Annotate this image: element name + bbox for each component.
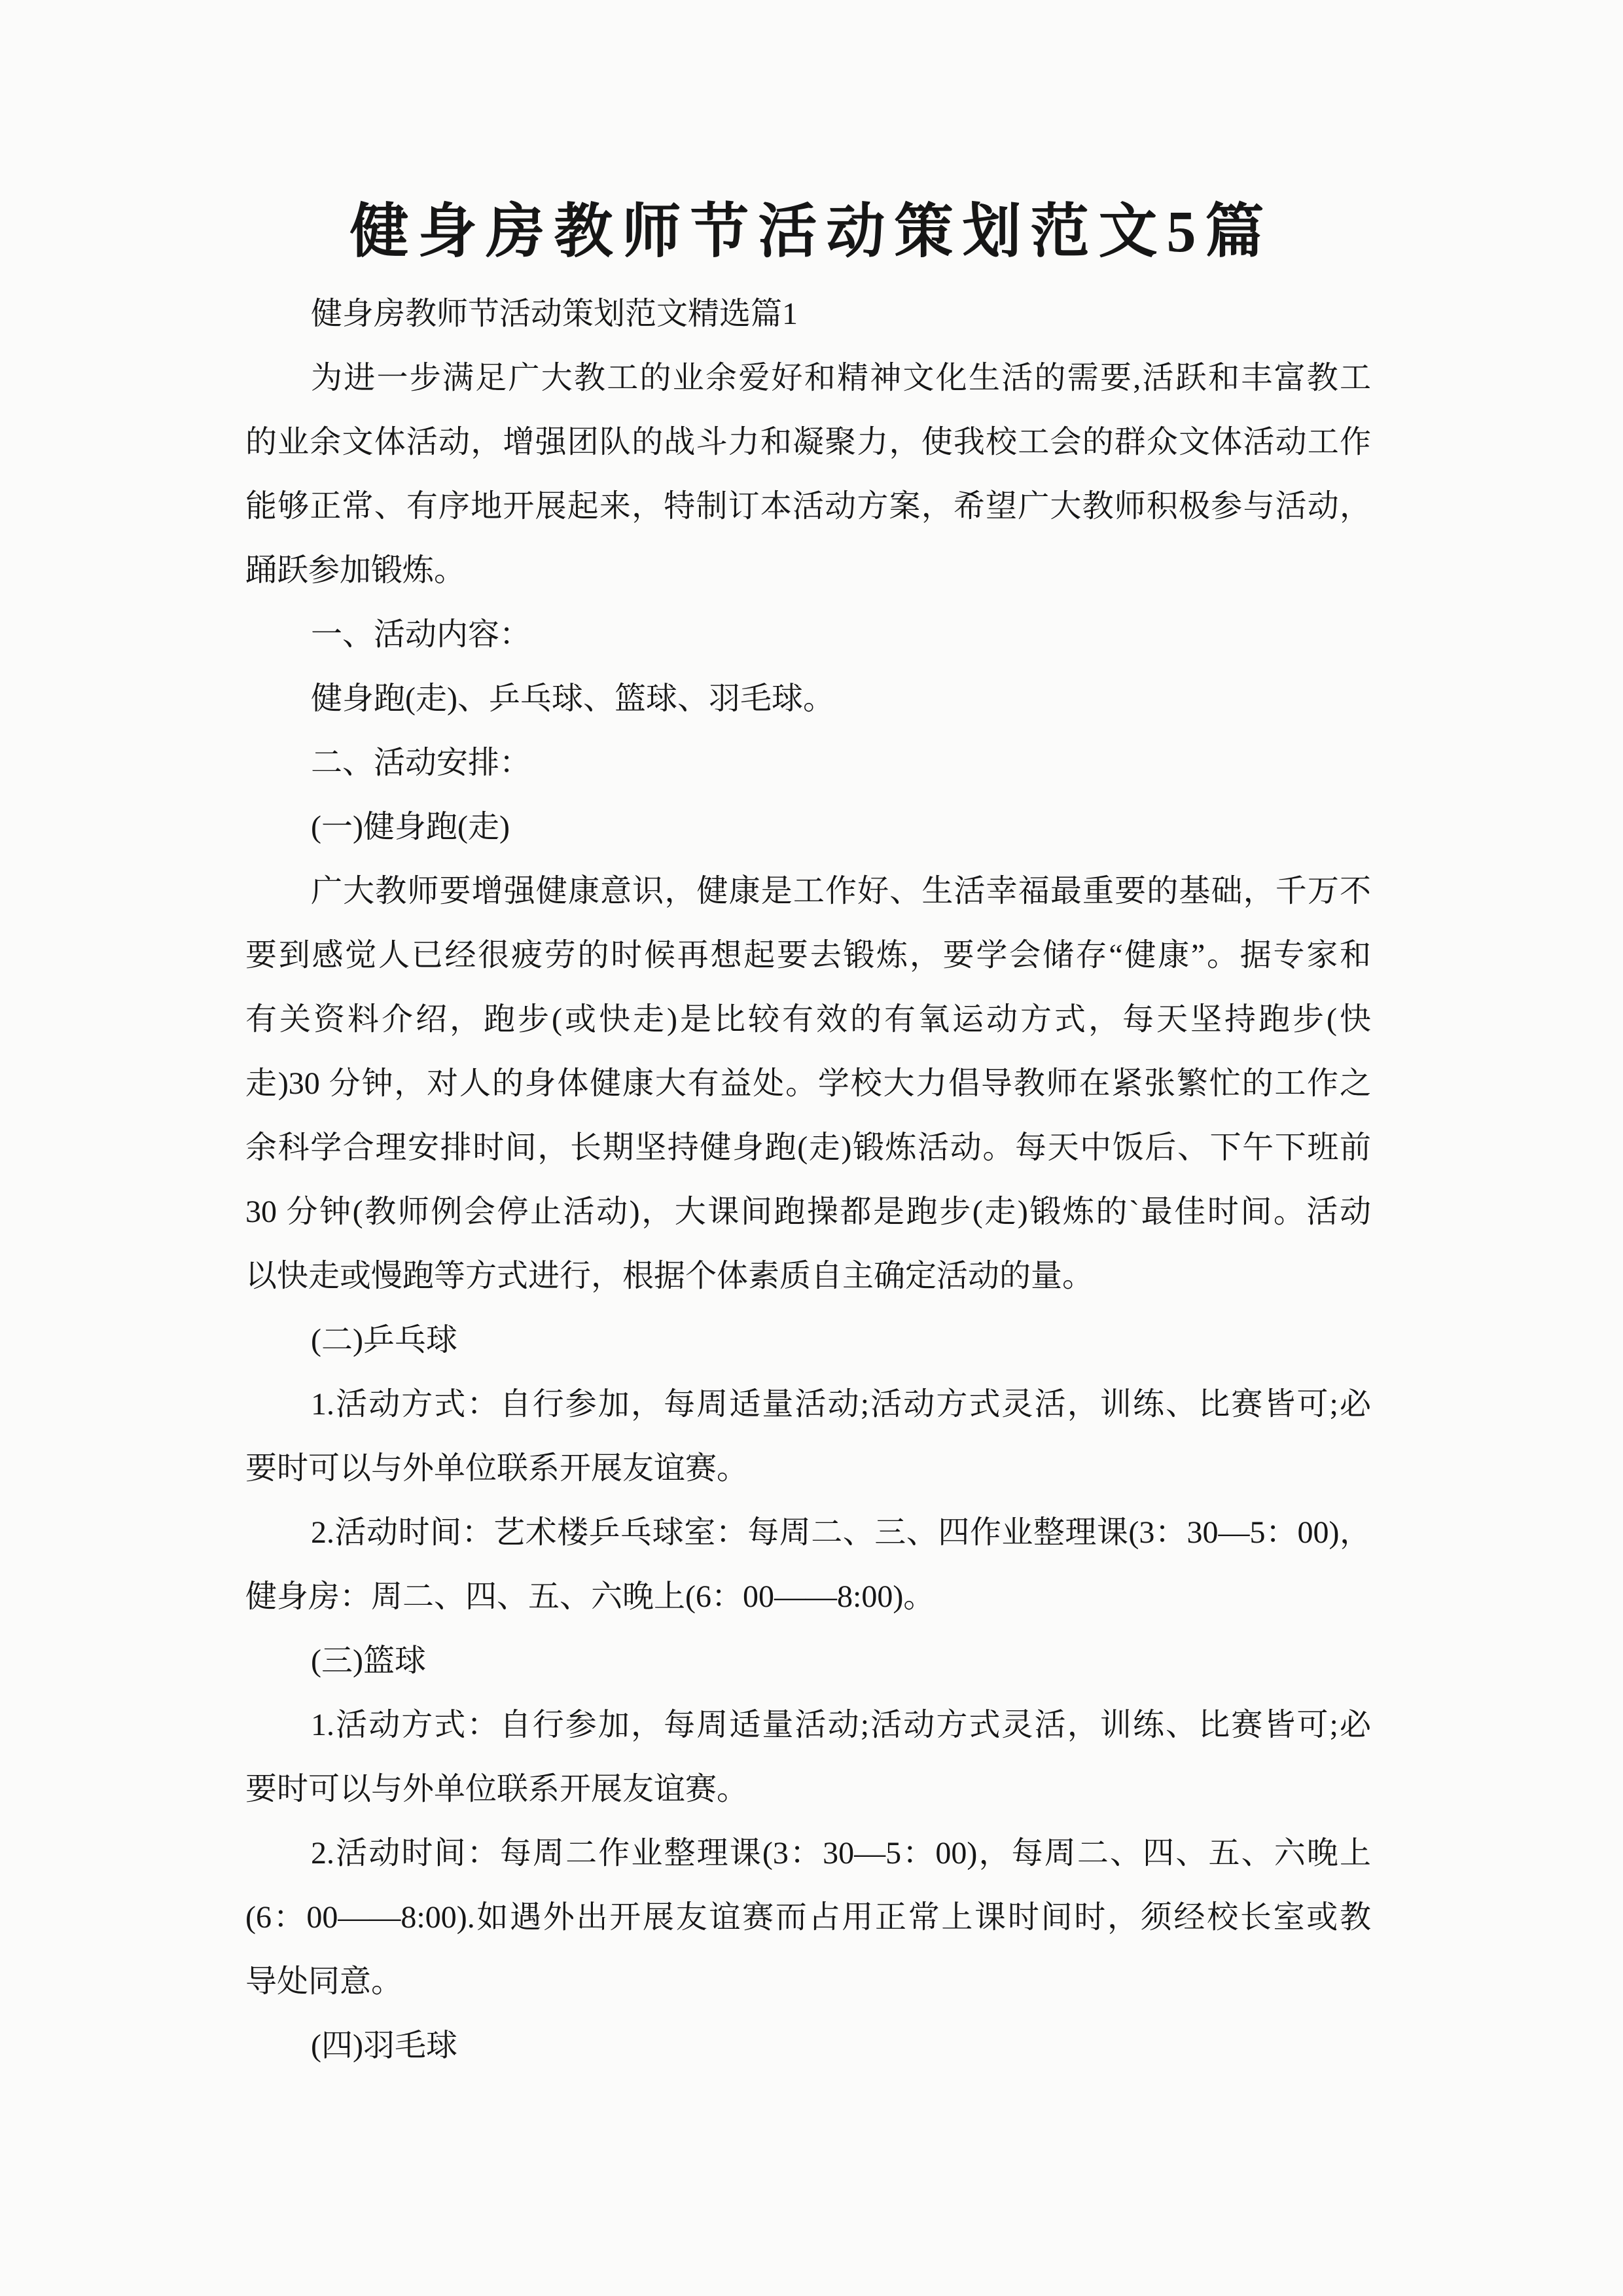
text-line: 的业余文体活动，增强团队的战斗力和凝聚力，使我校工会的群众文体活动工作: [245, 425, 1371, 459]
text-line: 余科学合理安排时间，长期坚持健身跑(走)锻炼活动。每天中饭后、下午下班前: [245, 1130, 1371, 1165]
text-block: [245, 282, 1371, 2078]
text-line: 健身房教师节活动策划范文精选篇1: [311, 296, 798, 331]
text-line: (6：00——8:00).如遇外出开展友谊赛而占用正常上课时间时，须经校长室或教: [245, 1900, 1371, 1935]
text-line: 健身房：周二、四、五、六晚上(6：00——8:00)。: [245, 1579, 935, 1614]
text-line: 2.活动时间：每周二作业整理课(3：30—5：00)，每周二、四、五、六晚上: [311, 1836, 1371, 1871]
text-line: 1.活动方式：自行参加，每周适量活动;活动方式灵活，训练、比赛皆可;必: [311, 1708, 1371, 1742]
text-line: 能够正常、有序地开展起来，特制订本活动方案，希望广大教师积极参与活动，: [245, 489, 1371, 524]
text-line: 1.活动方式：自行参加，每周适量活动;活动方式灵活，训练、比赛皆可;必: [311, 1387, 1371, 1422]
text-line: 踊跃参加锻炼。: [245, 553, 466, 588]
text-line: (一)健身跑(走): [311, 810, 510, 844]
text-line: 要时可以与外单位联系开展友谊赛。: [245, 1451, 749, 1486]
text-line: 要到感觉人已经很疲劳的时候再想起要去锻炼，要学会储存“健康”。据专家和: [245, 938, 1371, 973]
text-line: (四)羽毛球: [311, 2028, 457, 2063]
text-line: (二)乒乓球: [311, 1323, 457, 1357]
text-line: 一、活动内容：: [311, 617, 531, 652]
text-line: 健身跑(走)、乒乓球、篮球、羽毛球。: [311, 681, 834, 716]
text-line: 30 分钟(教师例会停止活动)，大课间跑操都是跑步(走)锻炼的`最佳时间。活动: [245, 1194, 1371, 1229]
text-line: 为进一步满足广大教工的业余爱好和精神文化生活的需要,活跃和丰富教工: [311, 361, 1371, 395]
text-line: 导处同意。: [245, 1964, 403, 1999]
document-title: 健身房教师节活动策划范文5篇: [349, 200, 1274, 264]
text-line: 走)30 分钟，对人的身体健康大有益处。学校大力倡导教师在紧张繁忙的工作之: [245, 1066, 1371, 1101]
text-line: 2.活动时间：艺术楼乒乓球室：每周二、三、四作业整理课(3：30—5：00)，: [311, 1515, 1371, 1550]
text-line: (三)篮球: [311, 1643, 426, 1678]
text-line: 有关资料介绍，跑步(或快走)是比较有效的有氧运动方式，每天坚持跑步(快: [245, 1002, 1371, 1037]
text-line: 广大教师要增强健康意识，健康是工作好、生活幸福最重要的基础，千万不: [311, 874, 1371, 908]
text-line: 二、活动安排：: [311, 745, 531, 780]
text-line: 以快走或慢跑等方式进行，根据个体素质自主确定活动的量。: [245, 1259, 1094, 1293]
text-line: 要时可以与外单位联系开展友谊赛。: [245, 1772, 749, 1806]
